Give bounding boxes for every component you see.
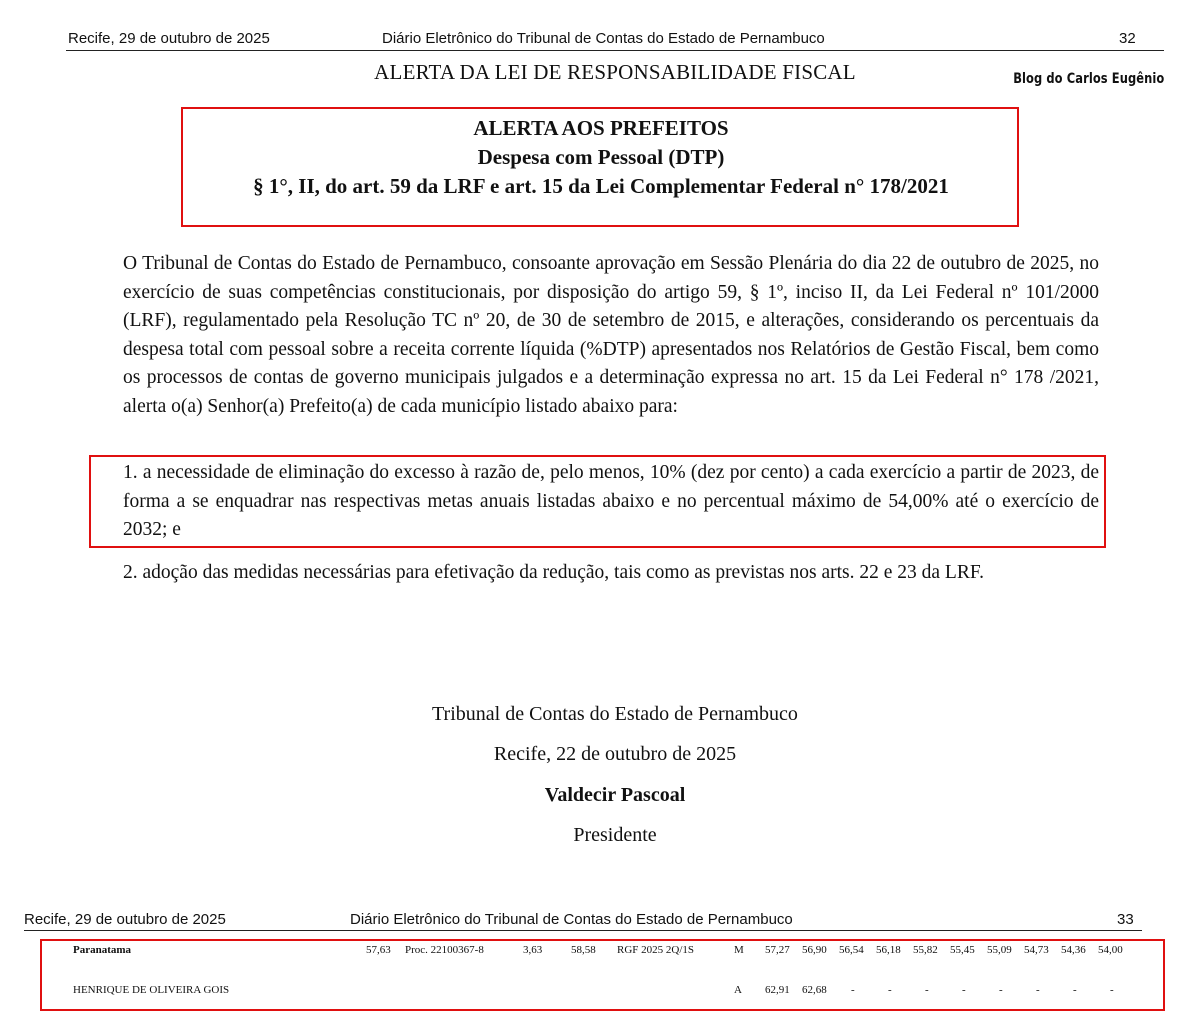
alert-heading-line3: § 1°, II, do art. 59 da LRF e art. 15 da Lei Complementar Federal n° 178/2021 <box>253 174 949 198</box>
alert-heading-line2: Despesa com Pessoal (DTP) <box>477 145 725 169</box>
watermark-text: Blog do Carlos Eugênio <box>1012 71 1164 87</box>
alert-heading-line1: ALERTA AOS PREFEITOS <box>473 116 729 140</box>
cell-tipo-m: M <box>734 944 744 956</box>
cell-meta: 55,82 <box>913 944 938 956</box>
signature-place-date: Recife, 22 de outubro de 2025 <box>493 743 737 765</box>
header-page-number: 32 <box>1119 30 1136 47</box>
cell-meta: 57,27 <box>765 944 790 956</box>
cell-meta: 56,90 <box>802 944 827 956</box>
alert-heading <box>182 114 1020 201</box>
cell-meta: - <box>999 984 1003 996</box>
intro-paragraph: O Tribunal de Contas do Estado de Pernambuco, consoante aprovação em Sessão Plenária do dia 22 de outubro de 2025, no exercício de suas competências constitucionais, por disposição do artigo 59, § 1º, inciso II, da Lei Federal nº 101/2000 (LRF), regulamentado pela Resolução TC nº 20, de 30 de setembro de 2015, e alterações, considerando os percentuais da despesa total com pessoal sobre a receita corrente líquida (%DTP) apresentados nos Relatórios de Gestão Fiscal, bem como os processos de contas de governo municipais julgados e a determinação expressa no art. 15 da Lei Federal n° 178 /2021, alerta o(a) Senhor(a) Prefeito(a) de cada município listado abaixo para: <box>123 253 1099 417</box>
cell-meta: 56,18 <box>876 944 901 956</box>
cell-meta: 55,45 <box>950 944 975 956</box>
footer-page-number: 33 <box>1117 911 1134 928</box>
cell-prefeito: HENRIQUE DE OLIVEIRA GOIS <box>73 984 230 996</box>
cell-dtp: 57,63 <box>366 944 391 956</box>
signature-name: Valdecir Pascoal <box>544 784 686 806</box>
footer-divider <box>24 930 1142 931</box>
cell-meta: 54,00 <box>1098 944 1123 956</box>
cell-meta: - <box>962 984 966 996</box>
signature-institution: Tribunal de Contas do Estado de Pernambuco <box>432 703 798 725</box>
cell-meta: 56,54 <box>839 944 864 956</box>
footer-title: Diário Eletrônico do Tribunal de Contas do Estado de Pernambuco <box>350 911 793 928</box>
cell-municipio: Paranatama <box>73 944 132 956</box>
cell-meta: 55,09 <box>987 944 1012 956</box>
item2-paragraph: 2. adoção das medidas necessárias para efetivação da redução, tais como as previstas nos arts. 22 e 23 da LRF. <box>123 562 985 583</box>
cell-meta: 62,68 <box>802 984 827 996</box>
cell-meta: 54,73 <box>1024 944 1049 956</box>
cell-meta: - <box>888 984 892 996</box>
cell-dtp-atual: 58,58 <box>571 944 596 956</box>
footer-date: Recife, 29 de outubro de 2025 <box>24 911 226 928</box>
cell-meta: - <box>1073 984 1077 996</box>
cell-meta: - <box>851 984 855 996</box>
cell-tipo-a: A <box>734 984 742 996</box>
cell-excesso: 3,63 <box>523 944 543 956</box>
item1-paragraph: 1. a necessidade de eliminação do excesso à razão de, pelo menos, 10% (dez por cento) a cada exercício a partir de 2023, de forma a se enquadrar nas respectivas metas anuais listadas abaixo e no percentual máximo de 54,00% até o exercício de 2032; e <box>123 462 1099 540</box>
cell-periodo: RGF 2025 2Q/1S <box>617 944 695 956</box>
section-title: ALERTA DA LEI DE RESPONSABILIDADE FISCAL <box>374 60 856 84</box>
cell-meta: 62,91 <box>765 984 790 996</box>
cell-meta: - <box>1110 984 1114 996</box>
cell-processo: Proc. 22100367-8 <box>405 944 484 956</box>
cell-meta: - <box>925 984 929 996</box>
header-date: Recife, 29 de outubro de 2025 <box>68 30 270 47</box>
cell-meta: - <box>1036 984 1040 996</box>
header-title: Diário Eletrônico do Tribunal de Contas do Estado de Pernambuco <box>382 30 825 47</box>
signature-role: Presidente <box>573 824 657 846</box>
cell-meta: 54,36 <box>1061 944 1086 956</box>
header-divider <box>66 50 1164 51</box>
